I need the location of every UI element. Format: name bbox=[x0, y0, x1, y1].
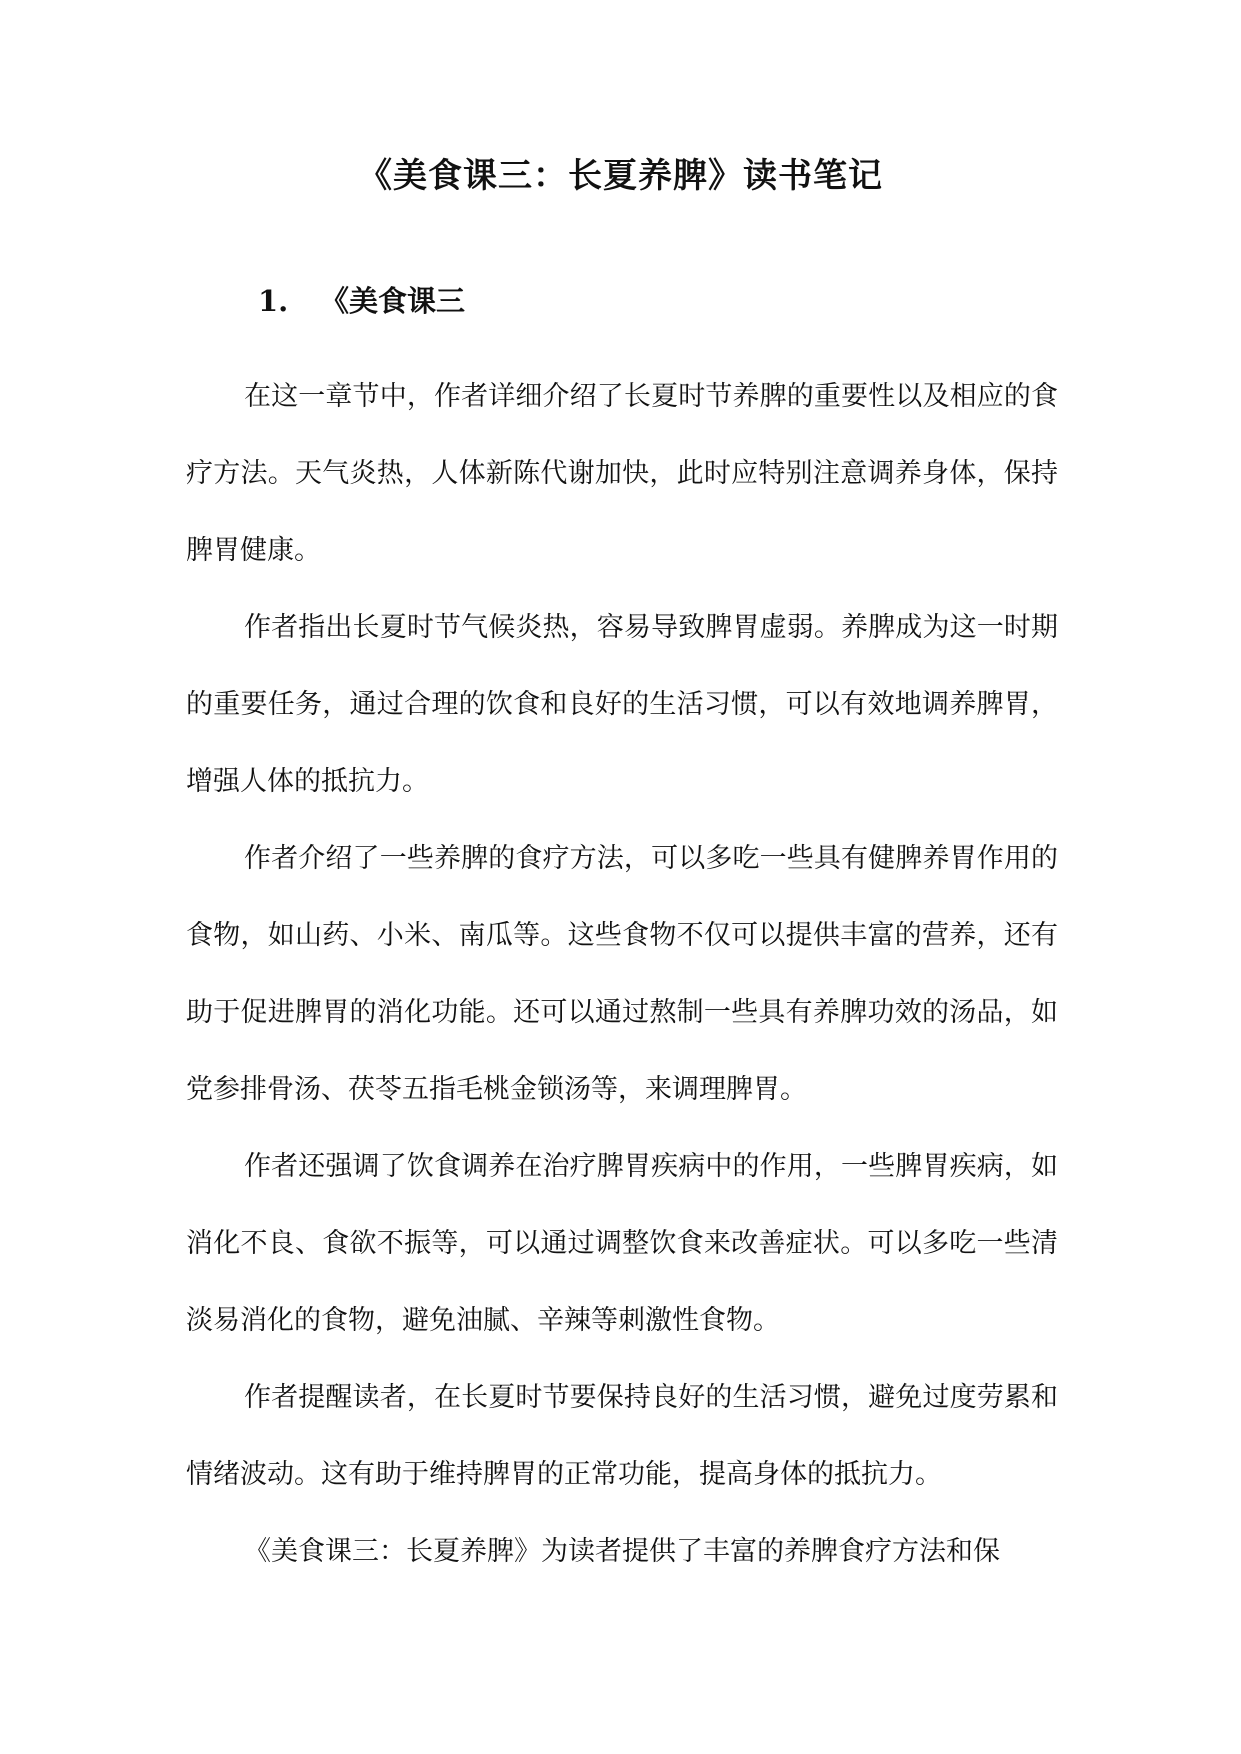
section-number: 1. bbox=[258, 284, 289, 318]
paragraph-diet-treatment: 作者还强调了饮食调养在治疗脾胃疾病中的作用，一些脾胃疾病，如消化不良、食欲不振等，可以通过调整饮食来改善症状。可以多吃一些清淡易消化的食物，避免油腻、辛辣等刺激性食物。 bbox=[186, 1151, 1058, 1336]
document-body bbox=[186, 358, 1058, 1590]
paragraph-climate: 作者指出长夏时节气候炎热，容易导致脾胃虚弱。养脾成为这一时期的重要任务，通过合理的饮食和良好的生活习惯，可以有效地调养脾胃，增强人体的抵抗力。 bbox=[186, 612, 1058, 797]
paragraph-food-therapy: 作者介绍了一些养脾的食疗方法，可以多吃一些具有健脾养胃作用的食物，如山药、小米、南瓜等。这些食物不仅可以提供丰富的营养，还有助于促进脾胃的消化功能。还可以通过熬制一些具有养脾功效的汤品，如党参排骨汤、茯苓五指毛桃金锁汤等，来调理脾胃。 bbox=[186, 843, 1058, 1105]
document-title: 《美食课三：长夏养脾》读书笔记 bbox=[358, 156, 883, 196]
paragraph-intro: 在这一章节中，作者详细介绍了长夏时节养脾的重要性以及相应的食疗方法。天气炎热，人体新陈代谢加快，此时应特别注意调养身体，保持脾胃健康。 bbox=[186, 381, 1058, 566]
section-heading bbox=[258, 276, 465, 326]
section-heading-text: 《美食课三 bbox=[320, 284, 466, 318]
paragraph-lifestyle: 作者提醒读者，在长夏时节要保持良好的生活习惯，避免过度劳累和情绪波动。这有助于维持脾胃的正常功能，提高身体的抵抗力。 bbox=[186, 1382, 1058, 1490]
paragraph-summary: 《美食课三：长夏养脾》为读者提供了丰富的养脾食疗方法和保 bbox=[244, 1536, 1000, 1567]
